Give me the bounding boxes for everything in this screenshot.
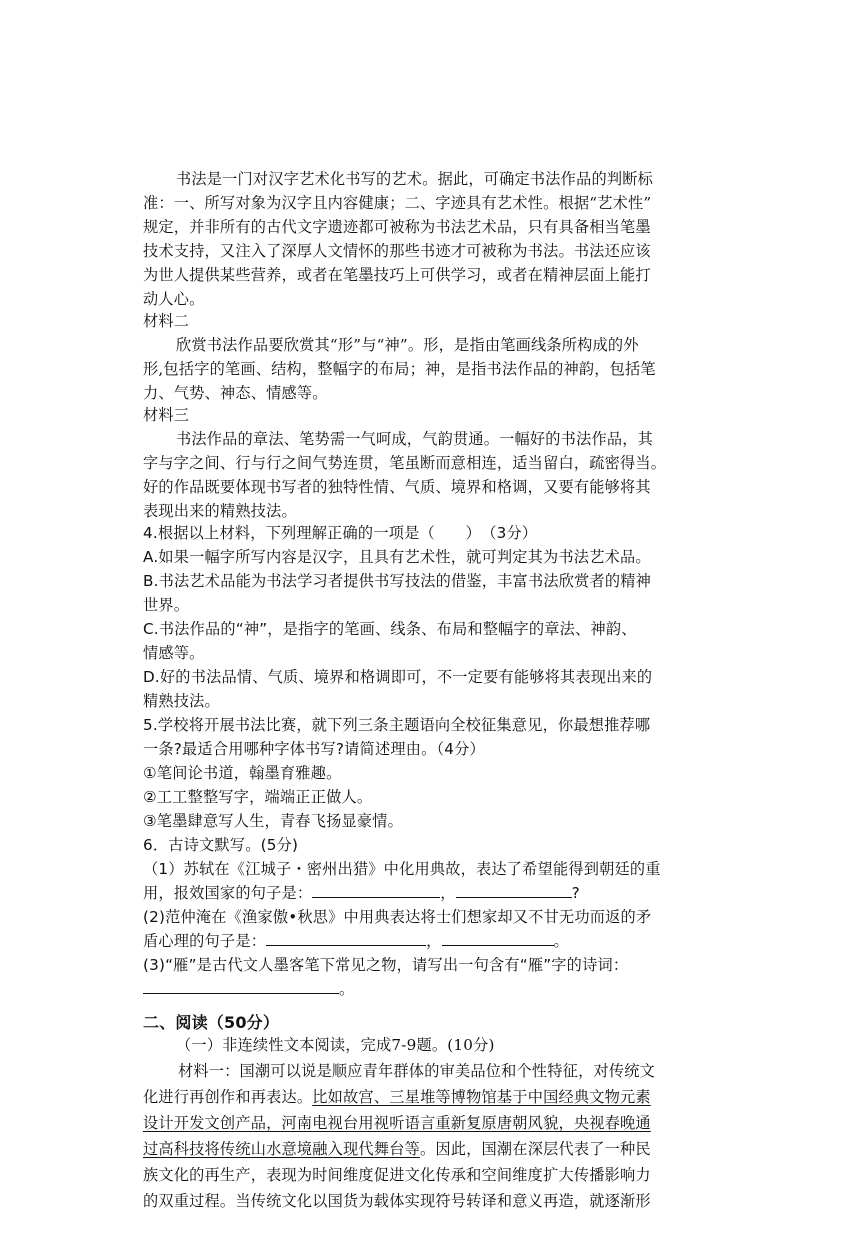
material-one-text: 书法是一门对汉字艺术化书写的艺术。据此，可确定书法作品的判断标 [176, 170, 654, 188]
question-6-part-1: 用，报效国家的句子是： ， ? [143, 884, 580, 902]
answer-blank[interactable] [143, 979, 339, 994]
answer-blank[interactable] [312, 883, 440, 898]
material-one-text: 准：一、所写对象为汉字且内容健康；二、字迹具有艺术性。根据“艺术性” [143, 194, 652, 212]
material-two-text: 欣赏书法作品要欣赏其“形”与“神”。形，是指由笔画线条所构成的外 [176, 336, 639, 354]
question-6-part-2: 盾心理的句子是： ， 。 [143, 932, 569, 950]
material-two-text: 力、气势、神态、情感等。 [143, 384, 328, 402]
section-heading: 二、阅读（50分） [143, 1013, 280, 1032]
option-d: D.好的书法品情、气质、境界和格调即可，不一定要有能够将其表现出来的 [143, 668, 653, 686]
material-one-text: 为世人提供某些营养，或者在笔墨技巧上可供学习，或者在精神层面上能打 [143, 266, 651, 284]
material-heading: 材料三 [143, 406, 190, 424]
question-4: 4.根据以上材料，下列理解正确的一项是（ ） （3分） [143, 524, 538, 542]
material-three-text: 好的作品既要体现书写者的独特性情、气质、境界和格调，又要有能够将其 [143, 478, 651, 496]
reading-paragraph: 材料一：国潮可以说是顺应青年群体的审美品位和个性特征，对传统文 [178, 1062, 656, 1080]
option-b: 世界。 [143, 596, 190, 614]
answer-blank[interactable] [442, 931, 554, 946]
question-5: 5.学校将开展书法比赛，就下列三条主题语向全校征集意见，你最想推荐哪 [143, 716, 651, 734]
option-b: B.书法艺术品能为书法学习者提供书写技法的借鉴，丰富书法欣赏者的精神 [143, 572, 652, 590]
slogan-item: ③笔墨肆意写人生，青春飞扬显豪情。 [143, 812, 404, 830]
question-6: 6．古诗文默写。(5分) [143, 836, 299, 854]
material-three-text: 字与字之间、行与行之间气势连贯，笔虽断而意相连，适当留白，疏密得当。 [143, 454, 667, 472]
answer-blank[interactable] [456, 883, 572, 898]
question-6-part-3: (3)“雁”是古代文人墨客笔下常见之物，请写出一句含有“雁”字的诗词： [143, 956, 629, 974]
option-c: C.书法作品的“神”，是指字的笔画、线条、布局和整幅字的章法、神韵、 [143, 620, 637, 638]
reading-paragraph: 族文化的再生产，表现为时间维度促进文化传承和空间维度扩大传播影响力 [143, 1166, 651, 1184]
underlined-text: 设计开发文创产品，河南电视台用视听语言重新复原唐朝风貌，央视春晚通 [143, 1114, 651, 1132]
material-heading: 材料二 [143, 312, 190, 330]
answer-blank[interactable] [266, 931, 426, 946]
reading-paragraph: 化进行再创作和再表达。比如故宫、三星堆等博物馆基于中国经典文物元素 [143, 1088, 651, 1106]
reading-paragraph: 过高科技将传统山水意境融入现代舞台等。因此，国潮在深层代表了一种民 [143, 1140, 651, 1158]
material-one-text: 技术支持，又注入了深厚人文情怀的那些书迹才可被称为书法。书法还应该 [143, 242, 651, 260]
question-6-part-1: （1）苏轼在《江城子・密州出猎》中化用典故，表达了希望能得到朝廷的重 [143, 860, 661, 878]
underlined-text: 比如故宫、三星堆等博物馆基于中国经典文物元素 [312, 1088, 651, 1106]
material-three-text: 书法作品的章法、笔势需一气呵成，气韵贯通。一幅好的书法作品，其 [176, 430, 654, 448]
material-one-text: 规定，并非所有的古代文字遗迹都可被称为书法艺术品，只有具备相当笔墨 [143, 218, 651, 236]
question-6-part-2: (2)范仲淹在《渔家傲•秋思》中用典表达将士们想家却又不甘无功而返的矛 [143, 908, 652, 926]
option-d: 精熟技法。 [143, 692, 220, 710]
option-a: A.如果一幅字所写内容是汉字，且具有艺术性，就可判定其为书法艺术品。 [143, 548, 651, 566]
reading-paragraph: 的双重过程。当传统文化以国货为载体实现符号转译和意义再造，就逐渐形 [143, 1192, 651, 1210]
material-two-text: 形,包括字的笔画、结构，整幅字的布局；神，是指书法作品的神韵，包括笔 [143, 360, 656, 378]
question-5: 一条?最适合用哪种字体书写?请简述理由。（4分） [143, 740, 485, 758]
reading-subheading: （一）非连续性文本阅读，完成7-9题。(10分) [176, 1036, 495, 1054]
slogan-item: ②工工整整写字，端端正正做人。 [143, 788, 373, 806]
material-one-text: 动人心。 [143, 290, 205, 308]
option-c: 情感等。 [143, 644, 205, 662]
material-three-text: 表现出来的精熟技法。 [143, 502, 297, 520]
slogan-item: ①笔间论书道，翰墨育雅趣。 [143, 764, 342, 782]
question-6-part-3: 。 [143, 978, 354, 999]
underlined-text: 过高科技将传统山水意境融入现代舞台等 [143, 1140, 420, 1158]
